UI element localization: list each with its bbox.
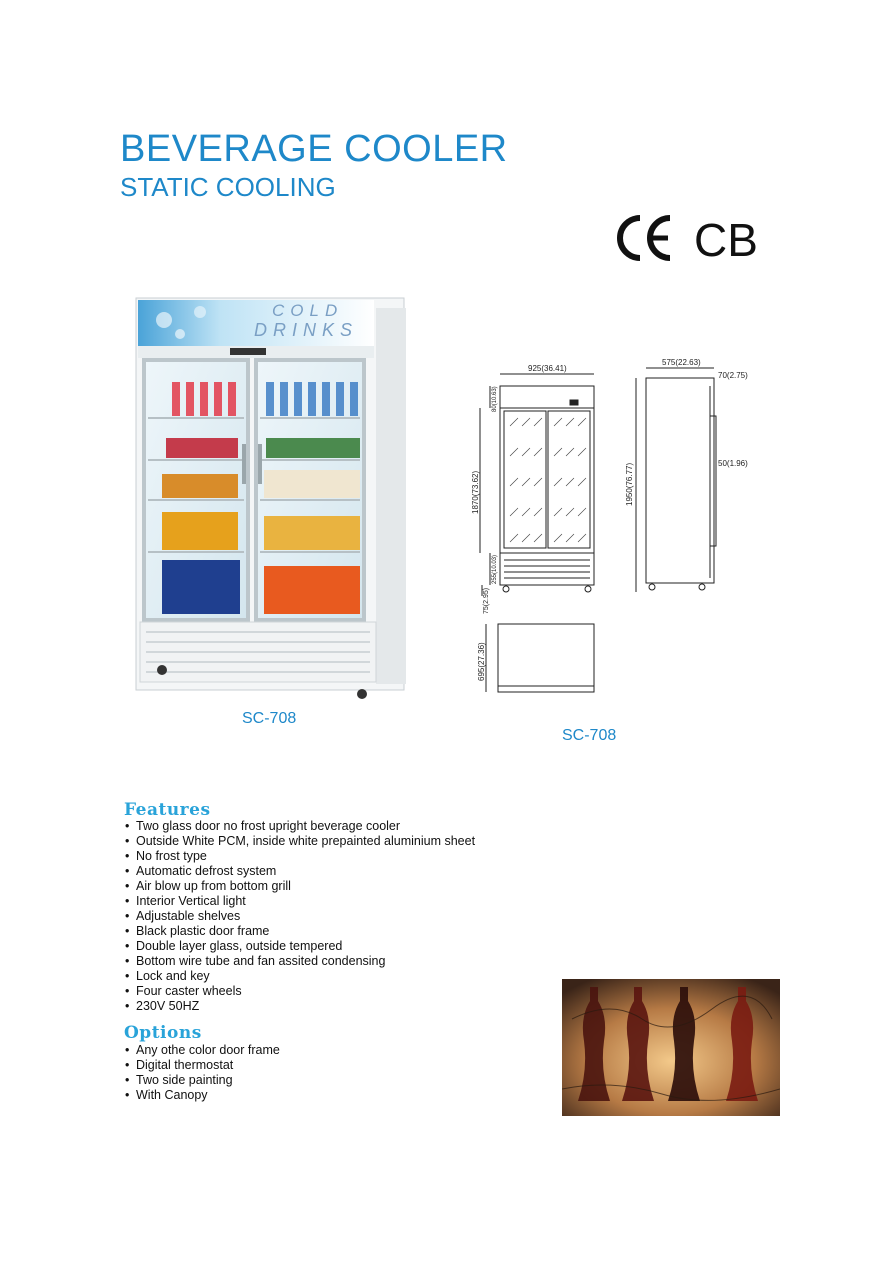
dim-front-door-height: 1870(73.62) — [471, 470, 480, 514]
dim-side-top: 70(2.75) — [718, 371, 748, 380]
dim-front-base: 255(10.03) — [492, 554, 498, 584]
certification-marks — [614, 210, 774, 266]
cb-mark: CB — [694, 214, 758, 266]
canopy-text-cold: COLD — [272, 301, 344, 320]
dim-top-depth: 695(27.36) — [477, 642, 486, 681]
features-item: • Bottom wire tube and fan assited condensing — [124, 954, 475, 969]
features-item: • 230V 50HZ — [124, 999, 475, 1014]
features-item: • Automatic defrost system — [124, 864, 475, 879]
features-item: • Double layer glass, outside tempered — [124, 939, 475, 954]
dim-side-height: 1950(76.77) — [625, 462, 634, 506]
features-item: • Two glass door no frost upright beverage cooler — [124, 819, 475, 834]
features-item: • Interior Vertical light — [124, 894, 475, 909]
dim-front-canopy: 80(10.63) — [492, 386, 498, 412]
dim-front-width: 925(36.41) — [528, 364, 567, 373]
options-list — [124, 1043, 280, 1103]
page-subtitle: STATIC COOLING — [120, 172, 336, 202]
options-item: • With Canopy — [124, 1088, 280, 1103]
options-item: • Any othe color door frame — [124, 1043, 280, 1058]
bottles-photo — [562, 979, 780, 1116]
features-heading: Features — [124, 800, 211, 820]
features-item: • No frost type — [124, 849, 475, 864]
page-title: BEVERAGE COOLER — [120, 128, 508, 170]
features-list — [124, 819, 475, 1014]
drawing-caption: SC-708 — [562, 727, 617, 744]
options-item: • Two side painting — [124, 1073, 280, 1088]
technical-drawing — [470, 356, 760, 706]
dim-front-wheel: 75(2.95) — [483, 587, 490, 614]
dim-side-handle: 50(1.96) — [718, 459, 748, 468]
features-item: • Adjustable shelves — [124, 909, 475, 924]
features-item: • Four caster wheels — [124, 984, 475, 999]
ce-mark-icon — [620, 218, 670, 258]
canopy-text-drinks: DRINKS — [254, 320, 359, 340]
features-item: • Air blow up from bottom grill — [124, 879, 475, 894]
product-photo — [130, 294, 412, 702]
dim-side-depth: 575(22.63) — [662, 358, 701, 367]
features-item: • Outside White PCM, inside white prepainted aluminium sheet — [124, 834, 475, 849]
options-heading: Options — [124, 1023, 202, 1043]
caster-wheel-icon — [357, 689, 367, 699]
features-item: • Black plastic door frame — [124, 924, 475, 939]
options-item: • Digital thermostat — [124, 1058, 280, 1073]
photo-caption: SC-708 — [242, 710, 297, 727]
caster-wheel-icon — [157, 665, 167, 675]
features-item: • Lock and key — [124, 969, 475, 984]
